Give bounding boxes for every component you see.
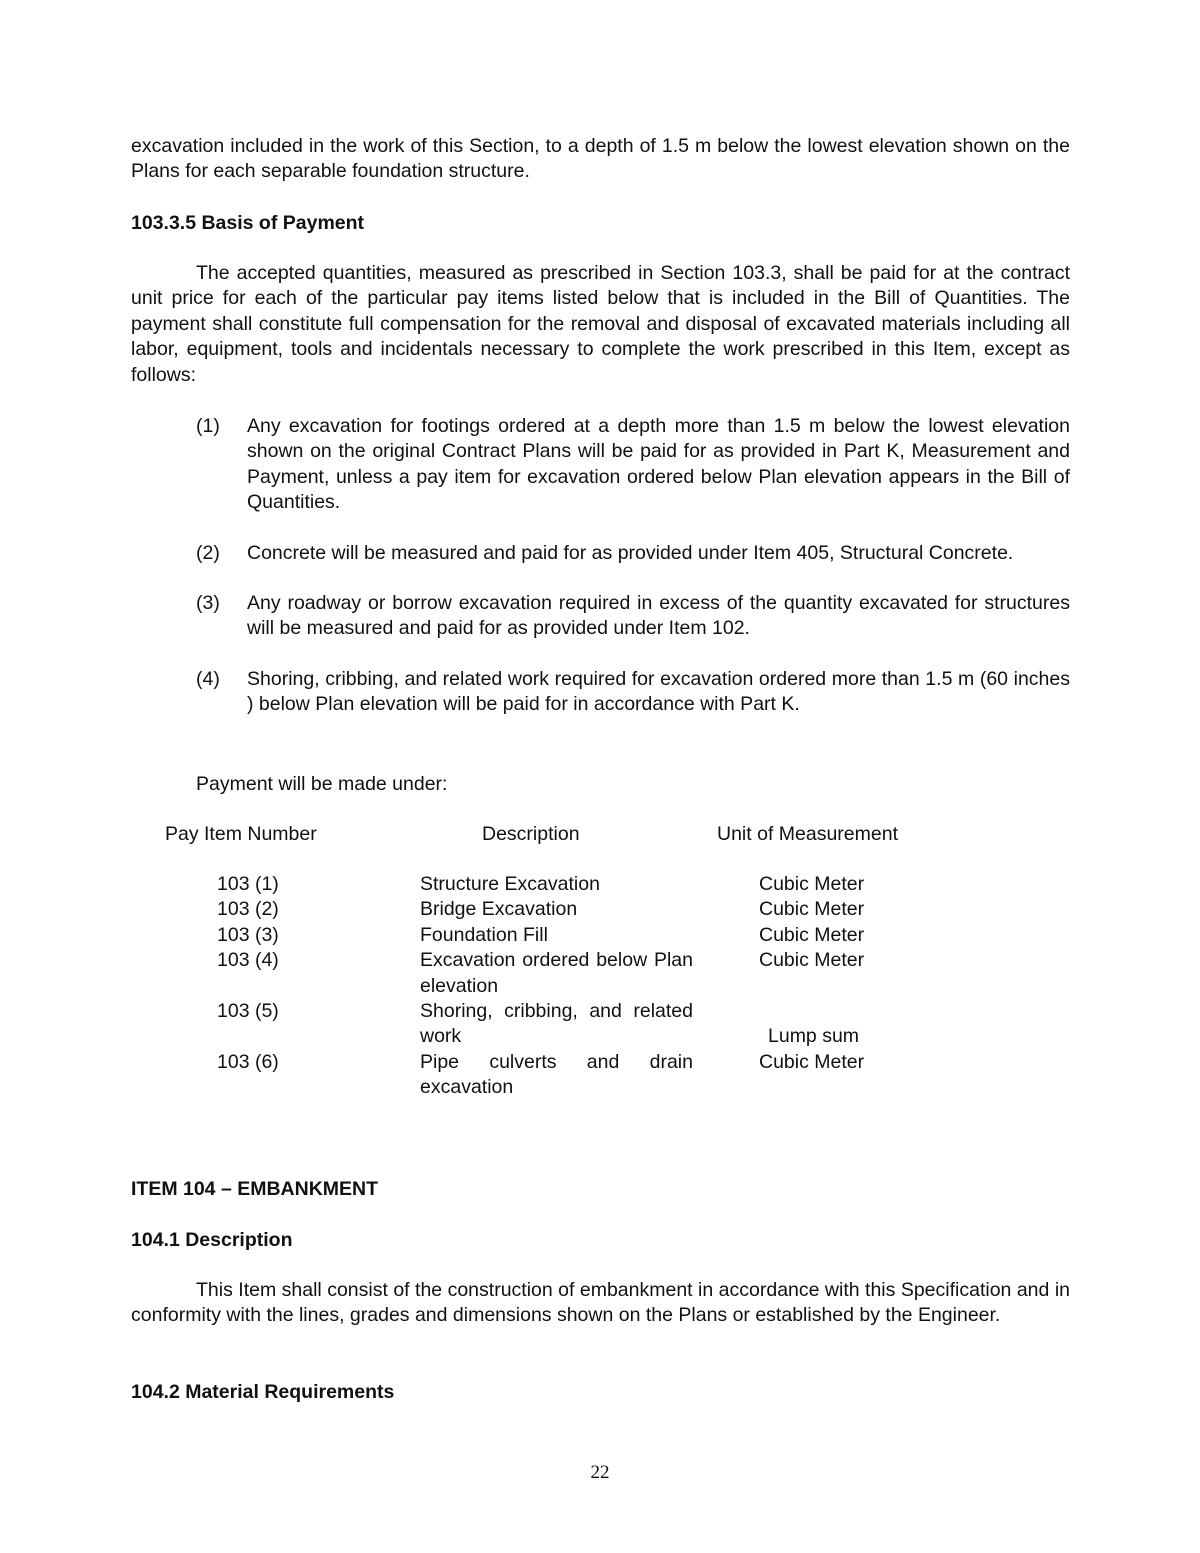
basis-of-payment-paragraph: The accepted quantities, measured as prescribed in Section 103.3, shall be paid for at the contract unit price for each of the particular pay items listed below that is included in the Bill of Quantities. The payment shall constitute full compensation for the removal and disposal of excavated materials including all labor, equipment, tools and incidentals necessary to complete the work prescribed in this Item, except as follows: xyxy=(131,262,1070,386)
exception-number: (3) xyxy=(196,592,220,615)
exception-number: (2) xyxy=(196,541,220,564)
payment-intro: Payment will be made under: xyxy=(196,773,448,795)
pay-item-unit: Cubic Meter xyxy=(759,1050,865,1073)
table-row xyxy=(131,1050,1070,1101)
section-heading-103-3-5: 103.3.5 Basis of Payment xyxy=(131,212,365,234)
table-row xyxy=(131,872,1070,897)
section-heading-104-2: 104.2 Material Requirements xyxy=(131,1381,395,1403)
pay-item-description: Pipe culverts and drain excavation xyxy=(420,1050,693,1099)
exception-text: Shoring, cribbing, and related work required for excavation ordered more than 1.5 m (60 inches ) below Plan elevation will be paid for in accordance with Part K. xyxy=(247,667,1070,716)
exceptions-list xyxy=(131,414,1070,718)
pay-item-number: 103 (5) xyxy=(217,1000,279,1023)
table-row xyxy=(131,923,1070,948)
pay-item-description: Bridge Excavation xyxy=(420,898,578,921)
exception-item xyxy=(131,667,1070,718)
intro-paragraph: excavation included in the work of this Section, to a depth of 1.5 m below the lowest elevation shown on the Plans for each separable foundation structure. xyxy=(131,135,1070,183)
table-row xyxy=(131,948,1070,999)
pay-item-description: Structure Excavation xyxy=(420,873,600,895)
table-row xyxy=(131,999,1070,1050)
page-number: 22 xyxy=(590,1462,610,1483)
pay-table-body xyxy=(131,872,1070,1101)
header-description: Description xyxy=(482,823,580,845)
header-unit: Unit of Measurement xyxy=(717,823,898,845)
pay-item-number: 103 (4) xyxy=(217,949,279,972)
exception-number: (1) xyxy=(196,415,220,437)
exception-text: Concrete will be measured and paid for as provided under Item 405, Structural Concrete. xyxy=(247,541,1014,564)
pay-item-unit: Cubic Meter xyxy=(759,873,865,895)
pay-item-unit: Cubic Meter xyxy=(759,923,865,946)
header-pay-item-number: Pay Item Number xyxy=(165,823,317,845)
pay-item-description: Excavation ordered below Plan elevation xyxy=(420,949,693,997)
pay-item-unit: Cubic Meter xyxy=(759,949,865,972)
pay-item-number: 103 (1) xyxy=(217,873,279,895)
description-paragraph: This Item shall consist of the construction of embankment in accordance with this Specification and in conformity with the lines, grades and dimensions shown on the Plans or established by the Engineer. xyxy=(131,1279,1070,1327)
item-104-title: ITEM 104 – EMBANKMENT xyxy=(131,1178,379,1200)
exception-item xyxy=(131,541,1070,566)
pay-table-header xyxy=(131,821,1070,847)
exception-number: (4) xyxy=(196,667,220,690)
pay-item-description: Shoring, cribbing, and related work xyxy=(420,1000,693,1048)
exception-text: Any roadway or borrow excavation required in excess of the quantity excavated for structures will be measured and paid for as provided under Item 102. xyxy=(247,592,1070,640)
table-row xyxy=(131,897,1070,922)
exception-item xyxy=(131,591,1070,642)
exception-text: Any excavation for footings ordered at a depth more than 1.5 m below the lowest elevation shown on the original Contract Plans will be paid for as provided in Part K, Measurement and Payment, unless a pay item for excavation ordered below Plan elevation appears in the Bill of Quantities. xyxy=(247,415,1070,514)
pay-item-number: 103 (6) xyxy=(217,1050,279,1073)
pay-item-description: Foundation Fill xyxy=(420,923,548,946)
pay-item-unit: Lump sum xyxy=(768,1025,860,1048)
exception-item xyxy=(131,414,1070,516)
pay-item-unit: Cubic Meter xyxy=(759,898,865,921)
pay-item-number: 103 (3) xyxy=(217,923,279,946)
pay-item-number: 103 (2) xyxy=(217,898,279,921)
section-heading-104-1: 104.1 Description xyxy=(131,1229,293,1251)
